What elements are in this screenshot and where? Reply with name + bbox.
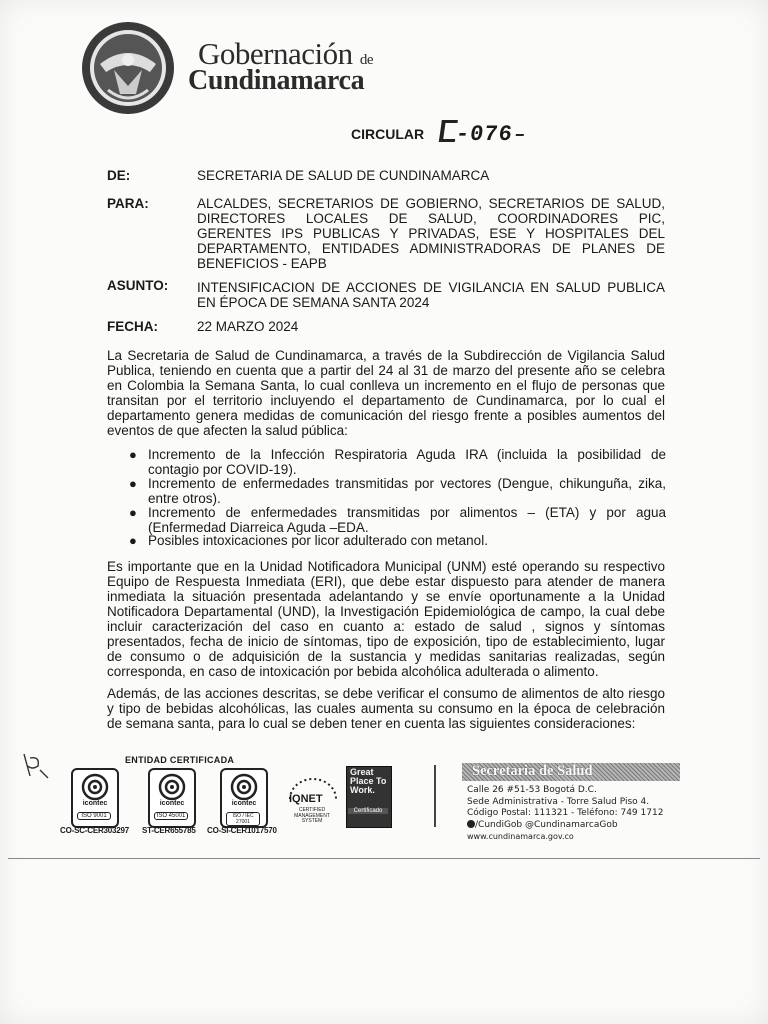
paragraph-line: Es importante que en la Unidad Notificadora Municipal (UNM) esté operando su respectivo bbox=[107, 559, 665, 574]
paragraph-line: La Secretaria de Salud de Cundinamarca, a través de la Subdirección de Vigilancia Salud bbox=[107, 348, 665, 363]
de-value: SECRETARIA DE SALUD DE CUNDINAMARCA bbox=[197, 168, 490, 183]
asunto-line: INTENSIFICACION DE ACCIONES DE VIGILANCIA EN SALUD PUBLICA bbox=[197, 280, 665, 295]
cert-code: CO-SC-CER303297 bbox=[60, 826, 130, 835]
coat-of-arms-seal-icon bbox=[80, 20, 176, 116]
bullet-line: Posibles intoxicaciones por licor adulterado con metanol. bbox=[148, 533, 488, 548]
asunto-line: EN ÉPOCA DE SEMANA SANTA 2024 bbox=[197, 295, 430, 310]
gptw-label: Great Place To Work. bbox=[350, 767, 387, 795]
bullet-item bbox=[148, 506, 666, 535]
icontec-iso45001-badge bbox=[148, 768, 196, 828]
asunto-label: ASUNTO: bbox=[107, 278, 169, 293]
paragraph-line: de semana santa, para lo cual se deben tener en cuenta las siguientes consideraciones: bbox=[107, 716, 636, 731]
address-line: Calle 26 #51-53 Bogotá D.C. bbox=[467, 785, 597, 795]
social-line bbox=[467, 820, 618, 831]
icontec-logo-icon bbox=[81, 773, 109, 801]
circular-number: -076 bbox=[438, 120, 526, 147]
bullet-line: entre otros). bbox=[148, 490, 221, 506]
bullet-line: Incremento de enfermedades transmitidas por vectores (Dengue, chikunguña, zika, bbox=[148, 476, 666, 491]
para-label: PARA: bbox=[107, 196, 149, 211]
bullet-line: Incremento de enfermedades transmitidas por alimentos – (ETA) y por agua bbox=[148, 505, 666, 520]
cert-code: CO-SI-CER1017570 bbox=[207, 826, 277, 835]
address-line: Sede Administrativa - Torre Salud Piso 4. bbox=[467, 797, 650, 807]
bullet-dot-icon: ● bbox=[129, 533, 137, 548]
bullet-item bbox=[148, 534, 666, 549]
fecha-label: FECHA: bbox=[107, 319, 158, 334]
bullet-item bbox=[148, 448, 666, 477]
cert-iso: ISO / IEC 27001 bbox=[226, 812, 260, 826]
circular-label: CIRCULAR bbox=[351, 126, 425, 142]
bullet-line: contagio por COVID-19). bbox=[148, 461, 297, 477]
website-link[interactable]: www.cundinamarca.gov.co bbox=[467, 832, 574, 841]
paragraph-line: transitan por el territorio incluyendo el departamento de Cundinamarca, por lo cual el bbox=[107, 393, 665, 408]
icontec-iso9001-badge bbox=[71, 768, 119, 828]
facebook-icon bbox=[467, 820, 475, 828]
handwritten-initial-mark bbox=[18, 748, 52, 782]
page-bottom-rule bbox=[8, 858, 760, 859]
body-paragraph-2 bbox=[107, 559, 665, 679]
cert-iso: ISO 9001 bbox=[77, 812, 111, 820]
cert-name: icontec bbox=[231, 800, 257, 807]
iqnet-label: IQNET bbox=[289, 793, 323, 805]
bullet-line: Incremento de la Infección Respiratoria Aguda IRA (incluida la posibilidad de bbox=[148, 447, 666, 462]
paragraph-line: eventos de que afecten la salud pública: bbox=[107, 423, 348, 438]
para-line: ALCALDES, SECRETARIOS DE GOBIERNO, SECRETARIOS DE SALUD, bbox=[197, 196, 665, 211]
cert-code: ST-CER655785 bbox=[142, 826, 196, 835]
org-name-line1: Gobernación de bbox=[198, 36, 374, 71]
bullet-dot-icon: ● bbox=[129, 476, 137, 491]
secretaria-title: Secretaria de Salud bbox=[472, 763, 593, 779]
paragraph-line: Además, de las acciones descritas, se debe verificar el consumo de alimentos de alto riesgo bbox=[107, 686, 665, 701]
footer-divider bbox=[434, 765, 436, 827]
para-line: BENEFICIOS - EAPB bbox=[197, 256, 327, 271]
icontec-logo-icon bbox=[158, 773, 186, 801]
paragraph-line: Publica, teniendo en cuenta que a partir del 24 al 31 de marzo del presente año se celebra bbox=[107, 363, 665, 378]
bullet-dot-icon: ● bbox=[129, 447, 137, 462]
asunto-value bbox=[197, 280, 665, 310]
para-line: GERENTES IPS PUBLICAS Y PRIVADAS, ESE Y HOSPITALES DEL bbox=[197, 226, 665, 241]
cert-iso: ISO 45001 bbox=[154, 812, 188, 820]
social-handles: /CundiGob @CundinamarcaGob bbox=[475, 820, 618, 830]
address-line: Código Postal: 111321 - Teléfono: 749 1712 bbox=[467, 808, 664, 818]
cert-name: icontec bbox=[82, 800, 108, 807]
cert-name: icontec bbox=[159, 800, 185, 807]
para-line: DIRECTORES LOCALES DE SALUD, COORDINADORES PIC, bbox=[197, 211, 665, 226]
iqnet-sublabel: CERTIFIED MANAGEMENT SYSTEM bbox=[294, 807, 330, 824]
fecha-value: 22 MARZO 2024 bbox=[197, 319, 299, 334]
gptw-sublabel: Certificado bbox=[348, 808, 388, 814]
icontec-logo-icon bbox=[230, 773, 258, 801]
paragraph-line: en Colombia la Semana Santa, lo cual conlleva un incremento en el flujo de personas que bbox=[107, 378, 665, 393]
bullet-item bbox=[148, 477, 666, 506]
paragraph-line: Notificadora Departamental (UND), la Investigación Epidemiológica de campo, la cual debe bbox=[107, 604, 665, 619]
para-line: DEPARTAMENTO, ENTIDADES ADMINISTRADORAS DE PLANES DE bbox=[197, 241, 665, 256]
body-paragraph-1 bbox=[107, 348, 665, 438]
bullet-line: (Enfermedad Diarreica Aguda –EDA. bbox=[148, 519, 369, 535]
body-paragraph-3 bbox=[107, 686, 665, 731]
paragraph-line: de consumo o de adquisición de la sustancia y medidas sanitarias realizadas, según bbox=[107, 649, 665, 664]
paragraph-line: departamento genera medidas de comunicación del riesgo frente a posibles aumentos del bbox=[107, 408, 665, 423]
bullet-dot-icon: ● bbox=[129, 505, 137, 520]
paragraph-line: incluir caracterización del caso en cuanto a: estado de salud , signos y síntomas bbox=[107, 619, 665, 634]
paragraph-line: presentados, fecha de inicio de síntomas, tipo de exposición, tipo de establecimiento, lugar bbox=[107, 634, 665, 649]
paragraph-line: corresponda, en caso de intoxicación por bebida alcohólica adulterada o alimento. bbox=[107, 664, 599, 679]
paragraph-line: inmediata la situación presentada adelantando y se envíe oportunamente a la Unidad bbox=[107, 589, 665, 604]
paragraph-line: Equipo de Respuesta Inmediata (ERI), que debe estar dispuesto para atender de manera bbox=[107, 574, 665, 589]
icontec-iso27001-badge bbox=[220, 768, 268, 828]
entidad-certificada-label: ENTIDAD CERTIFICADA bbox=[125, 755, 235, 765]
paragraph-line: y tipo de bebidas alcohólicas, las cuales aumenta su consumo en la época de celebración bbox=[107, 701, 665, 716]
org-name-line2: Cundinamarca bbox=[188, 65, 365, 96]
para-value bbox=[197, 196, 665, 271]
de-label: DE: bbox=[107, 168, 131, 183]
